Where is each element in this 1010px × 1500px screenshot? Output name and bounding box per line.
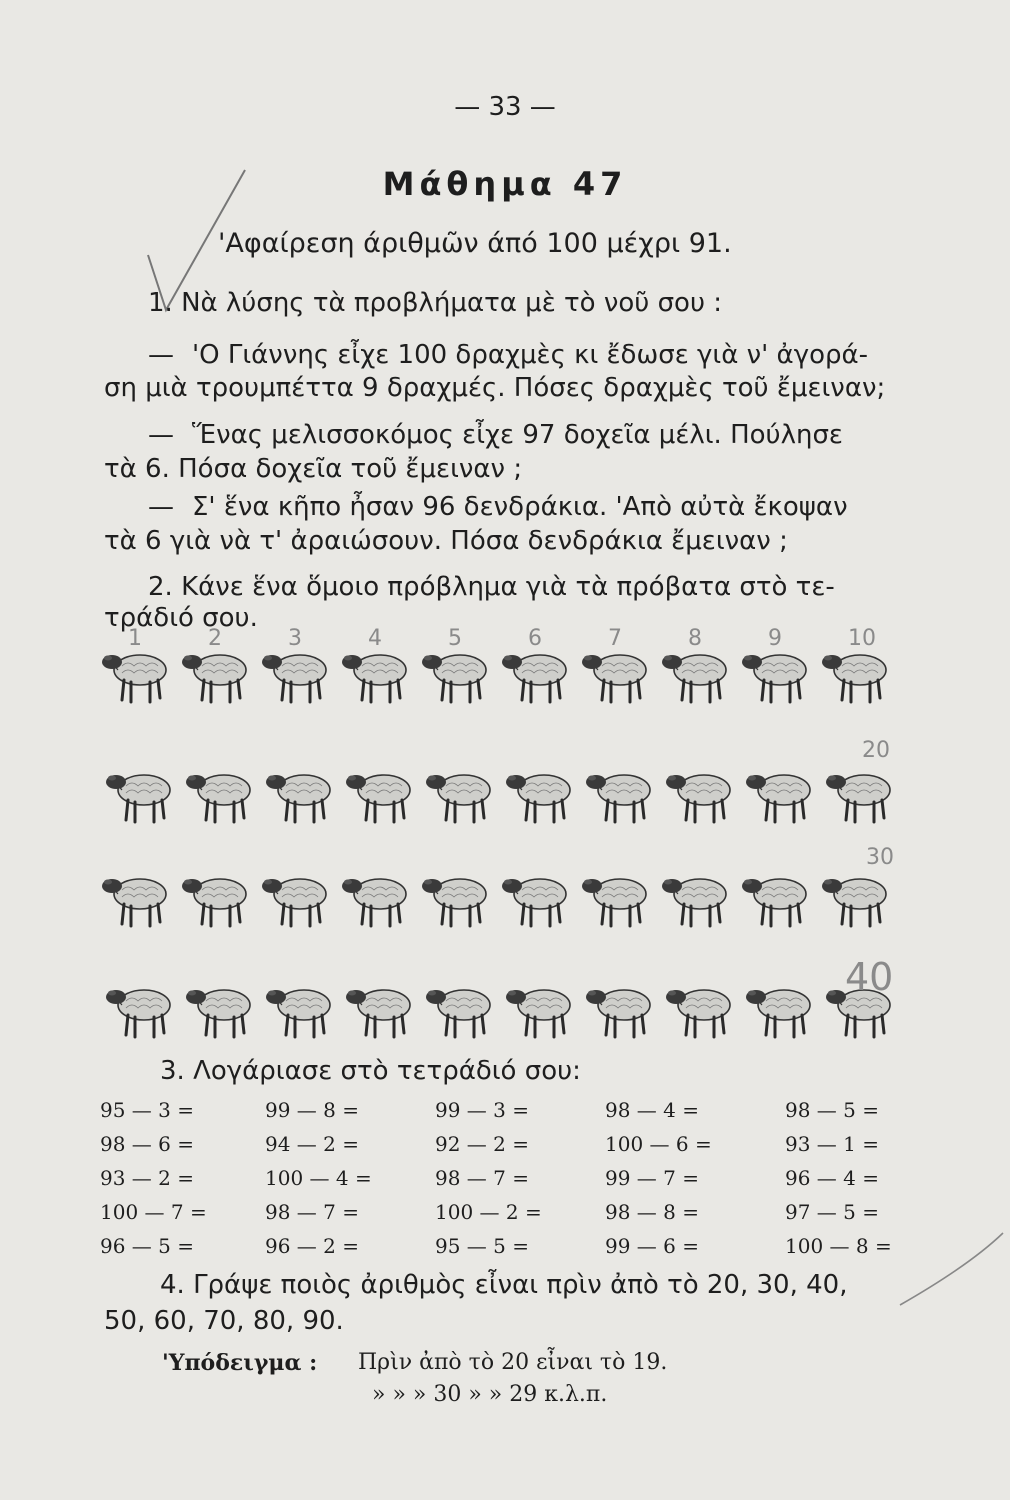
lesson-subtitle: 'Αφαίρεση άριθμῶν άπό 100 μέχρι 91. (218, 228, 732, 259)
example-line2: » » » 30 » » 29 κ.λ.π. (372, 1382, 608, 1407)
sheep-icon (664, 760, 736, 830)
task2-line2: τράδιό σου. (104, 603, 258, 633)
sheep-icon (584, 760, 656, 830)
problem3-line1: — Σ' ἕνα κῆπο ἦσαν 96 δενδράκια. 'Απὸ αὐτὰ ἔκοψαν (148, 492, 848, 522)
sheep-icon (260, 640, 332, 710)
subtraction-exercise: 94 — 2 = (265, 1132, 360, 1156)
sheep-icon (260, 864, 332, 934)
task3-heading: 3. Λογάριασε στὸ τετράδιό σου: (160, 1056, 581, 1086)
sheep-icon (344, 760, 416, 830)
lesson-title: Μάθημα 47 (382, 165, 628, 203)
sheep-row-1 (100, 640, 910, 710)
sheep-icon (420, 864, 492, 934)
task2-line1: 2. Κάνε ἕνα ὅμοιο πρόβλημα γιὰ τὰ πρόβατα στὸ τε- (148, 572, 835, 602)
sheep-icon (664, 975, 736, 1045)
exercise-row (100, 1132, 910, 1162)
sheep-icon (104, 975, 176, 1045)
subtraction-exercise: 99 — 8 = (265, 1098, 360, 1122)
subtraction-exercise: 100 — 8 = (785, 1234, 892, 1258)
sheep-icon (100, 864, 172, 934)
subtraction-exercise: 98 — 7 = (265, 1200, 360, 1224)
pencil-side-number: 20 (862, 738, 890, 763)
sheep-icon (104, 760, 176, 830)
pencil-stroke-icon (895, 1225, 1005, 1315)
sheep-icon (264, 760, 336, 830)
subtraction-exercise: 97 — 5 = (785, 1200, 880, 1224)
subtraction-exercise: 92 — 2 = (435, 1132, 530, 1156)
sheep-icon (660, 864, 732, 934)
pencil-count-number: 4 (368, 626, 382, 651)
example-line1: Πρὶν ἀπὸ τὸ 20 εἶναι τὸ 19. (358, 1350, 668, 1375)
subtraction-exercise: 100 — 6 = (605, 1132, 712, 1156)
sheep-icon (344, 975, 416, 1045)
dash-marker: — (148, 492, 174, 522)
sheep-icon (500, 864, 572, 934)
problem1-line2: ση μιὰ τρουμπέττα 9 δραχμές. Πόσες δραχμὲς τοῦ ἔμειναν; (104, 373, 886, 403)
example-label: 'Υπόδειγμα : (162, 1350, 318, 1376)
subtraction-exercise: 95 — 3 = (100, 1098, 195, 1122)
sheep-icon (340, 864, 412, 934)
problem3-line2: τὰ 6 γιὰ νὰ τ' ἀραιώσουν. Πόσα δενδράκια ἔμειναν ; (104, 526, 788, 556)
subtraction-exercise: 99 — 3 = (435, 1098, 530, 1122)
pencil-count-number: 6 (528, 626, 542, 651)
sheep-row-4 (100, 975, 910, 1045)
pencil-side-number: 40 (845, 955, 894, 999)
subtraction-exercise: 98 — 6 = (100, 1132, 195, 1156)
subtraction-exercise: 99 — 7 = (605, 1166, 700, 1190)
sheep-icon (504, 975, 576, 1045)
sheep-icon (184, 760, 256, 830)
pencil-side-number: 30 (866, 845, 894, 870)
dash-marker: — (148, 420, 174, 450)
sheep-row-2 (100, 760, 910, 830)
sheep-icon (504, 760, 576, 830)
pencil-count-number: 8 (688, 626, 702, 651)
subtraction-exercise: 98 — 7 = (435, 1166, 530, 1190)
sheep-icon (660, 640, 732, 710)
sheep-icon (580, 864, 652, 934)
sheep-icon (424, 975, 496, 1045)
subtraction-exercise: 98 — 8 = (605, 1200, 700, 1224)
subtraction-exercise: 96 — 5 = (100, 1234, 195, 1258)
exercise-row (100, 1234, 910, 1264)
sheep-icon (744, 975, 816, 1045)
pencil-count-number: 3 (288, 626, 302, 651)
sheep-icon (500, 640, 572, 710)
subtraction-exercise: 99 — 6 = (605, 1234, 700, 1258)
pencil-count-number: 10 (848, 626, 876, 651)
sheep-icon (264, 975, 336, 1045)
subtraction-exercise: 98 — 4 = (605, 1098, 700, 1122)
task1-heading: 1. Νὰ λύσης τὰ προβλήματα μὲ τὸ νοῦ σου : (148, 288, 723, 318)
sheep-icon (744, 760, 816, 830)
task4-line2: 50, 60, 70, 80, 90. (104, 1306, 344, 1336)
sheep-icon (820, 864, 892, 934)
page-number: — 33 — (454, 92, 556, 122)
dash-marker: — (148, 340, 174, 370)
subtraction-exercise: 100 — 7 = (100, 1200, 207, 1224)
subtraction-exercise: 100 — 2 = (435, 1200, 542, 1224)
sheep-row-3 (100, 864, 910, 934)
exercise-row (100, 1098, 910, 1128)
sheep-icon (824, 760, 896, 830)
sheep-icon (340, 640, 412, 710)
sheep-icon (420, 640, 492, 710)
subtraction-exercise: 100 — 4 = (265, 1166, 372, 1190)
sheep-icon (184, 975, 256, 1045)
sheep-icon (580, 640, 652, 710)
subtraction-exercise: 95 — 5 = (435, 1234, 530, 1258)
problem1-line1: — 'Ο Γιάννης εἶχε 100 δραχμὲς κι ἔδωσε γιὰ ν' ἀγορά- (148, 340, 869, 370)
exercise-row (100, 1200, 910, 1230)
subtraction-exercise: 93 — 1 = (785, 1132, 880, 1156)
subtraction-exercise: 96 — 4 = (785, 1166, 880, 1190)
pencil-count-number: 9 (768, 626, 782, 651)
sheep-icon (820, 640, 892, 710)
sheep-icon (424, 760, 496, 830)
pencil-count-number: 2 (208, 626, 222, 651)
subtraction-exercise: 93 — 2 = (100, 1166, 195, 1190)
subtraction-exercise: 98 — 5 = (785, 1098, 880, 1122)
problem2-line1: — Ἕνας μελισσοκόμος εἶχε 97 δοχεῖα μέλι. Πούλησε (148, 420, 843, 450)
exercise-row (100, 1166, 910, 1196)
sheep-icon (740, 864, 812, 934)
pencil-count-number: 7 (608, 626, 622, 651)
sheep-icon (740, 640, 812, 710)
pencil-count-number: 5 (448, 626, 462, 651)
sheep-icon (180, 640, 252, 710)
problem2-line2: τὰ 6. Πόσα δοχεῖα τοῦ ἔμειναν ; (104, 454, 523, 484)
pencil-count-number: 1 (128, 626, 142, 651)
task4-line1: 4. Γράψε ποιὸς ἀριθμὸς εἶναι πρὶν ἀπὸ τὸ 20, 30, 40, (160, 1270, 848, 1300)
sheep-icon (180, 864, 252, 934)
subtraction-exercise: 96 — 2 = (265, 1234, 360, 1258)
sheep-icon (100, 640, 172, 710)
sheep-icon (584, 975, 656, 1045)
